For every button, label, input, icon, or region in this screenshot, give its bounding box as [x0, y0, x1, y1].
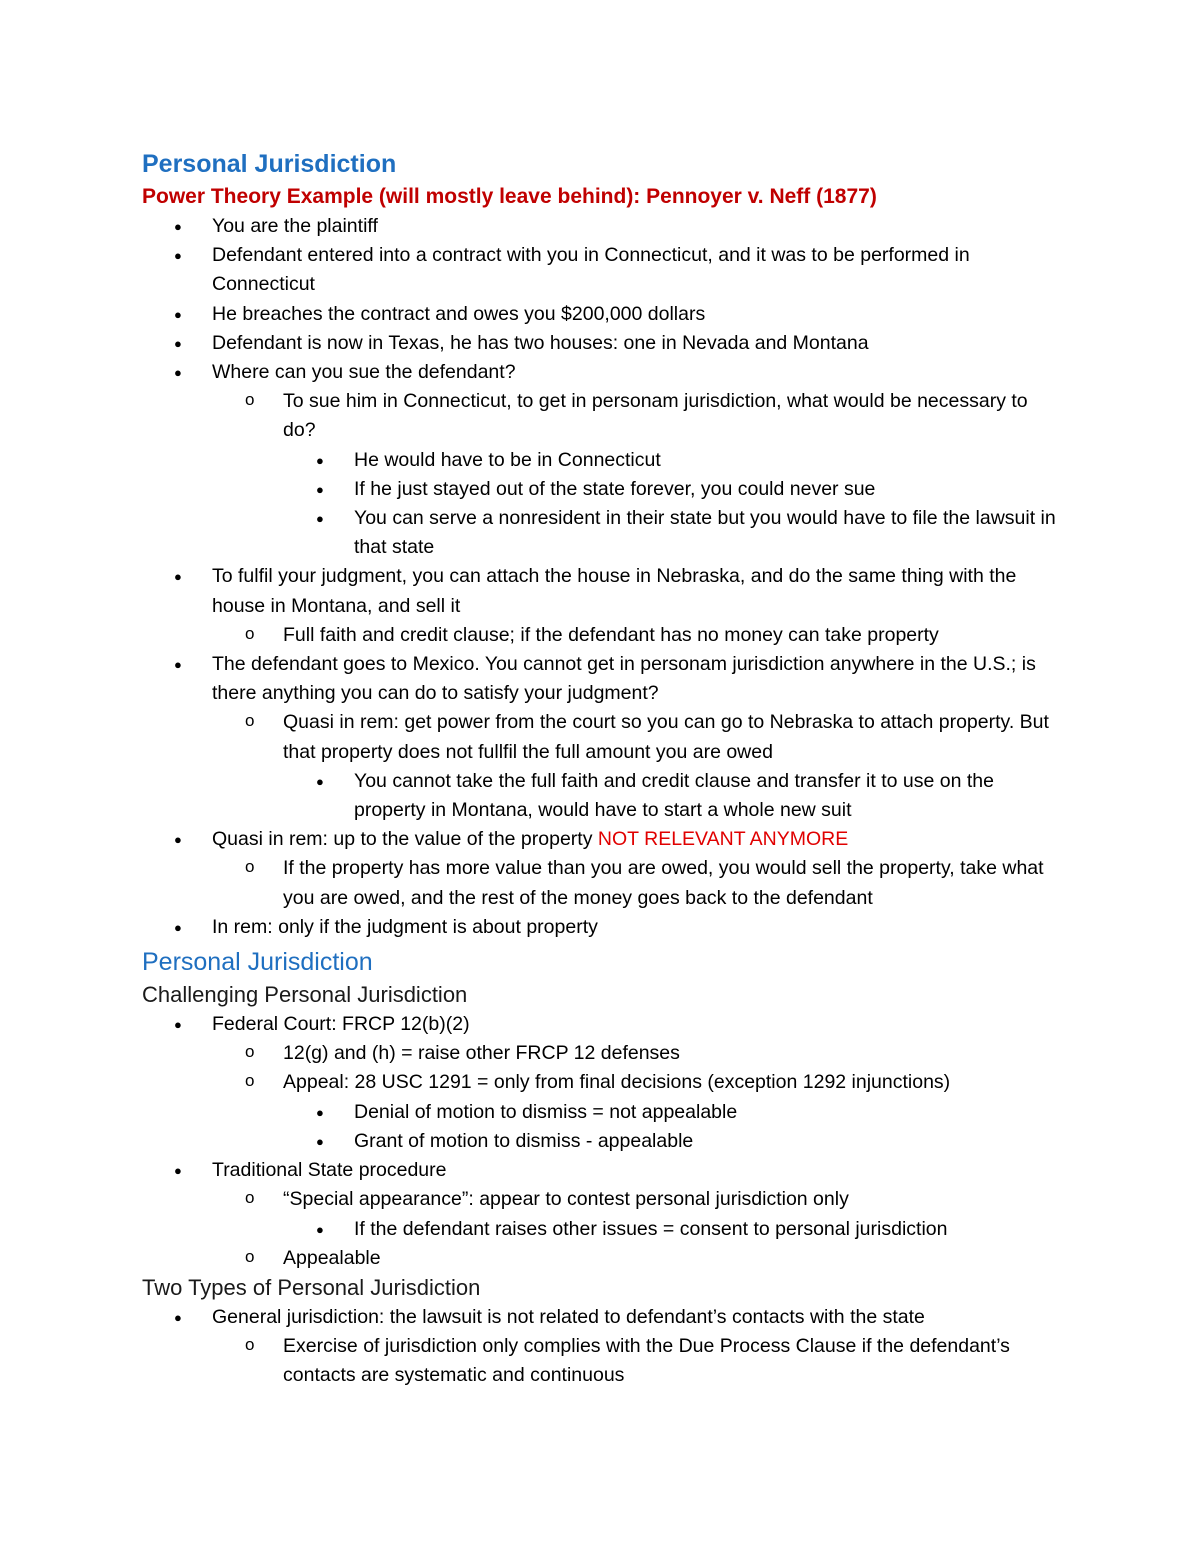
list-item: ● To fulfil your judgment, you can attach the house in Nebraska, and do the same thing with the house in Montana, and sell it [142, 562, 1062, 620]
list-item: ● If the defendant raises other issues = consent to personal jurisdiction [142, 1215, 1062, 1244]
list-item: ● General jurisdiction: the lawsuit is not related to defendant’s contacts with the state [142, 1303, 1062, 1332]
section-title-power-theory: Personal Jurisdiction [142, 150, 397, 178]
list-item: o To sue him in Connecticut, to get in personam jurisdiction, what would be necessary to do? [142, 387, 1062, 445]
challenging-list [142, 1010, 1062, 1273]
list-item: ● Traditional State procedure [142, 1156, 1062, 1185]
power-theory-subtitle: Power Theory Example (will mostly leave behind): Pennoyer v. Neff (1877) [142, 185, 877, 208]
list-item-quasi-in-rem [142, 825, 1062, 854]
list-item: ● Denial of motion to dismiss = not appealable [142, 1098, 1062, 1127]
list-item: ● Federal Court: FRCP 12(b)(2) [142, 1010, 1062, 1039]
power-theory-list [142, 212, 1062, 942]
list-item: ● Defendant entered into a contract with you in Connecticut, and it was to be performed in Connecticut [142, 241, 1062, 299]
list-item: ● The defendant goes to Mexico. You cannot get in personam jurisdiction anywhere in the U.S.; is there anything you can do to satisfy your judgment? [142, 650, 1062, 708]
list-item: ● Defendant is now in Texas, he has two houses: one in Nevada and Montana [142, 329, 1062, 358]
list-item: o Appealable [142, 1244, 1062, 1273]
list-item: o Full faith and credit clause; if the defendant has no money can take property [142, 621, 1062, 650]
list-item: ● He would have to be in Connecticut [142, 446, 1062, 475]
quasi-in-rem-text: Quasi in rem: up to the value of the property [212, 828, 593, 851]
challenging-heading: Challenging Personal Jurisdiction [142, 982, 468, 1008]
list-item: o Quasi in rem: get power from the court so you can go to Nebraska to attach property. But that property does not fullfil the full amount you are owed [142, 708, 1062, 766]
list-item: ● Where can you sue the defendant? [142, 358, 1062, 387]
list-item: ● Grant of motion to dismiss - appealable [142, 1127, 1062, 1156]
list-item: o If the property has more value than you are owed, you would sell the property, take what you are owed, and the rest of the money goes back to the defendant [142, 854, 1062, 912]
list-item: o Appeal: 28 USC 1291 = only from final decisions (exception 1292 injunctions) [142, 1068, 1062, 1097]
list-item: ● You cannot take the full faith and credit clause and transfer it to use on the property in Montana, would have to start a whole new suit [142, 767, 1062, 825]
list-item: ● You can serve a nonresident in their state but you would have to file the lawsuit in that state [142, 504, 1062, 562]
list-item: o Exercise of jurisdiction only complies with the Due Process Clause if the defendant’s contacts are systematic and continuous [142, 1332, 1062, 1390]
list-item: ● He breaches the contract and owes you $200,000 dollars [142, 300, 1062, 329]
two-types-list [142, 1303, 1062, 1391]
list-item: ● If he just stayed out of the state forever, you could never sue [142, 475, 1062, 504]
document-page [142, 144, 1062, 1391]
not-relevant-note: NOT RELEVANT ANYMORE [597, 828, 849, 851]
list-item: ● You are the plaintiff [142, 212, 1062, 241]
section-title-personal-jurisdiction: Personal Jurisdiction [142, 948, 373, 977]
two-types-heading: Two Types of Personal Jurisdiction [142, 1274, 481, 1300]
list-item: o “Special appearance”: appear to contest personal jurisdiction only [142, 1185, 1062, 1214]
list-item: ● In rem: only if the judgment is about property [142, 913, 1062, 942]
list-item: o 12(g) and (h) = raise other FRCP 12 defenses [142, 1039, 1062, 1068]
